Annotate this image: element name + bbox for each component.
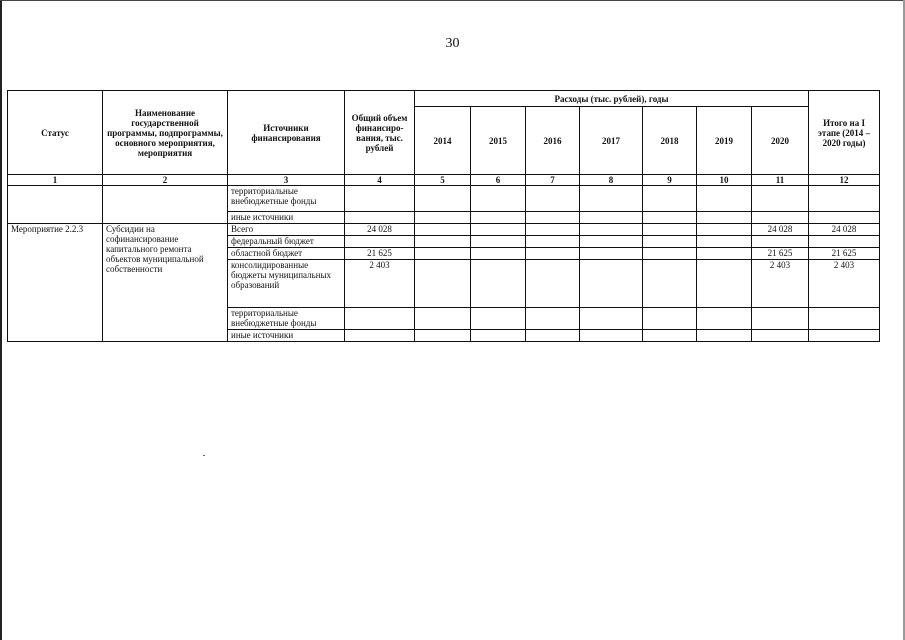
column-number: 2 <box>103 175 228 186</box>
header-program: Наименование государственной программы, подпрограммы, основного мероприятия, мероприятия <box>103 91 228 175</box>
column-number: 9 <box>643 175 697 186</box>
table-row <box>8 186 880 212</box>
column-number: 1 <box>8 175 103 186</box>
header-row-top <box>8 91 880 107</box>
total-cell <box>345 330 415 342</box>
header-expenses: Расходы (тыс. рублей), годы <box>415 91 809 107</box>
header-year: 2015 <box>471 107 526 175</box>
column-number: 5 <box>415 175 471 186</box>
header-year: 2018 <box>643 107 697 175</box>
year-2020-cell: 21 625 <box>752 248 809 260</box>
column-number-row <box>8 175 880 186</box>
column-number: 8 <box>580 175 643 186</box>
program-cell: Субсидии на софинансирование капитального ремонта объектов муниципальной собственности <box>103 224 228 342</box>
source-cell: территориальные внебюджетные фонды <box>228 308 345 330</box>
column-number: 4 <box>345 175 415 186</box>
column-number: 6 <box>471 175 526 186</box>
budget-table <box>7 90 880 342</box>
column-number: 10 <box>697 175 752 186</box>
source-cell: территориальные внебюджетные фонды <box>228 186 345 212</box>
table-row <box>8 224 880 236</box>
total-cell: 21 625 <box>345 248 415 260</box>
source-cell: иные источники <box>228 330 345 342</box>
header-year: 2017 <box>580 107 643 175</box>
header-total: Общий объем финансиро-вания, тыс. рублей <box>345 91 415 175</box>
year-2020-cell <box>752 308 809 330</box>
total-cell: 2 403 <box>345 260 415 308</box>
stage-total-cell: 21 625 <box>809 248 880 260</box>
header-year: 2019 <box>697 107 752 175</box>
header-year: 2020 <box>752 107 809 175</box>
total-cell <box>345 236 415 248</box>
status-cell-empty <box>8 186 103 224</box>
year-2020-cell: 24 028 <box>752 224 809 236</box>
header-status: Статус <box>8 91 103 175</box>
stage-total-cell <box>809 236 880 248</box>
column-number: 11 <box>752 175 809 186</box>
year-2020-cell <box>752 330 809 342</box>
column-number: 12 <box>809 175 880 186</box>
stage-total-cell: 24 028 <box>809 224 880 236</box>
stage-total-cell <box>809 308 880 330</box>
source-cell: консолидированные бюджеты муниципальных образований <box>228 260 345 308</box>
status-cell: Мероприятие 2.2.3 <box>8 224 103 342</box>
source-cell: федеральный бюджет <box>228 236 345 248</box>
header-year: 2014 <box>415 107 471 175</box>
total-cell <box>345 308 415 330</box>
source-cell: Всего <box>228 224 345 236</box>
stage-total-cell: 2 403 <box>809 260 880 308</box>
source-cell: иные источники <box>228 212 345 224</box>
page-left-border <box>0 0 2 640</box>
scan-speck <box>203 455 205 456</box>
year-2020-cell: 2 403 <box>752 260 809 308</box>
header-year: 2016 <box>526 107 580 175</box>
year-2020-cell <box>752 236 809 248</box>
source-cell: областной бюджет <box>228 248 345 260</box>
page-top-border <box>0 0 905 1</box>
stage-total-cell <box>809 330 880 342</box>
program-cell-empty <box>103 186 228 224</box>
column-number: 3 <box>228 175 345 186</box>
page-number: 30 <box>445 36 460 51</box>
column-number: 7 <box>526 175 580 186</box>
total-cell: 24 028 <box>345 224 415 236</box>
header-sources: Источники финансирования <box>228 91 345 175</box>
header-stage-total: Итого на I этапе (2014 – 2020 годы) <box>809 91 880 175</box>
